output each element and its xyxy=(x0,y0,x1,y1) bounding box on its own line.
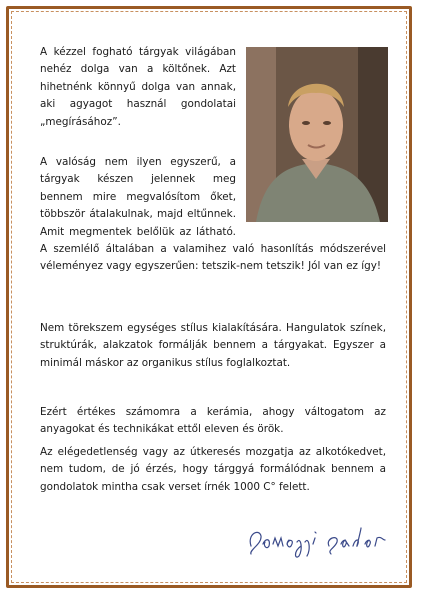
signature-image xyxy=(245,516,395,560)
motivation-paragraph: Az elégedetlenség vagy az útkeresés mozgatja az alkotókedvet, nem tudom, de jó érzés, hogy tárggyá formálódnak bennem a gondolatok mintha csak verset írnék 1000 C° felett. xyxy=(40,446,386,493)
photo-float-spacer xyxy=(236,154,386,226)
intro-paragraph: A kézzel fogható tárgyak világában nehéz dolga van a költőnek. Azt hihetnénk könnyű dolga van annak, aki agyagot használ gondolatai „megírásához”. xyxy=(40,46,236,128)
reality-paragraph xyxy=(40,154,386,273)
ceramics-paragraph: Ezért értékes számomra a kerámia, ahogy váltogatom az anyagokat és technikákat ettől eleven és örök. xyxy=(40,406,386,436)
style-paragraph: Nem törekszem egységes stílus kialakítására. Hangulatok színek, struktúrák, alakzatok formálják bennem a tárgyakat. Egyszer a minimál máskor az organikus stílus foglalkoztat. xyxy=(40,322,386,369)
reality-paragraph-text: A valóság nem ilyen egyszerű, a tárgyak készen jelennek meg bennem mire megvalósítom őket, többször átalakulnak, majd eltűnnek. Amit megmentek belőlük az látható. A szemlélő általában a valamihez való hasonlítás módszerével véleményez vagy egyszerűen: tetszik-nem tetszik! Jól van ez így! xyxy=(40,156,386,273)
